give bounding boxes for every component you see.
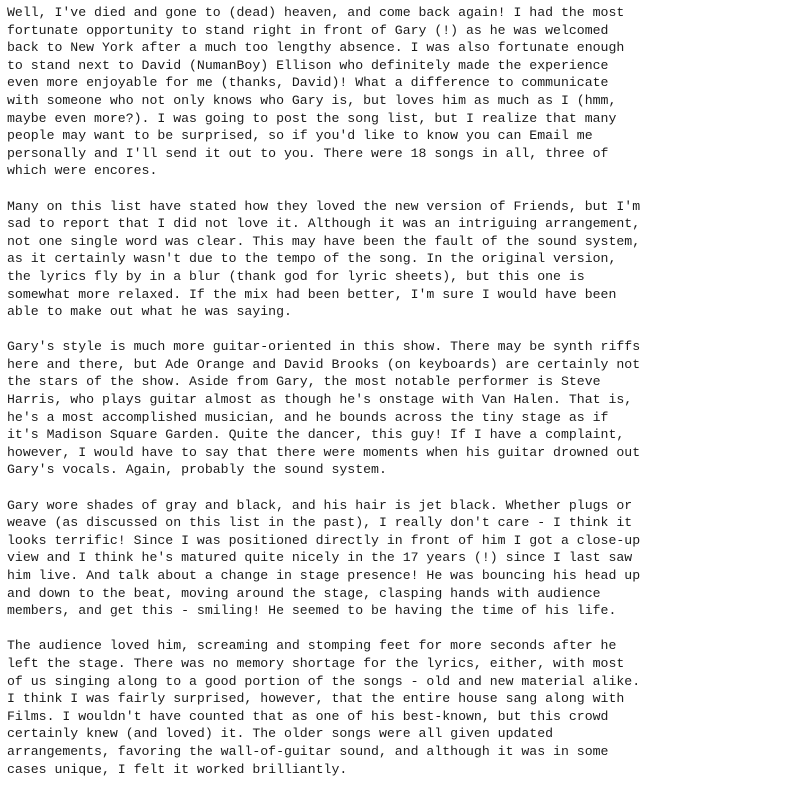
text-line: view and I think he's matured quite nicely in the 17 years (!) since I last saw <box>7 550 633 566</box>
paragraph-audience <box>7 637 786 778</box>
text-line: looks terrific! Since I was positioned directly in front of him I got a close-up <box>7 532 641 548</box>
text-line: left the stage. There was no memory shortage for the lyrics, either, with most <box>7 655 625 671</box>
text-line: he's a most accomplished musician, and he bounds across the tiny stage as if <box>7 409 609 425</box>
text-line: certainly knew (and loved) it. The older songs were all given updated <box>7 726 554 742</box>
text-line: maybe even more?). I was going to post the song list, but I realize that many <box>7 110 617 126</box>
text-line: Harris, who plays guitar almost as though he's onstage with Van Halen. That is, <box>7 392 633 408</box>
paragraph-friends <box>7 198 786 321</box>
text-line: Gary's style is much more guitar-oriented in this show. There may be synth riffs <box>7 339 641 355</box>
text-line: with someone who not only knows who Gary is, but loves him as much as I (hmm, <box>7 92 617 108</box>
text-line: Many on this list have stated how they loved the new version of Friends, but I'm <box>7 198 641 214</box>
text-line: however, I would have to say that there were moments when his guitar drowned out <box>7 444 641 460</box>
text-line: people may want to be surprised, so if you'd like to know you can Email me <box>7 128 593 144</box>
text-line: as it certainly wasn't due to the tempo of the song. In the original version, <box>7 251 617 267</box>
text-line: back to New York after a much too lengthy absence. I was also fortunate enough <box>7 40 625 56</box>
text-line: able to make out what he was saying. <box>7 304 292 320</box>
text-line: Gary's vocals. Again, probably the sound system. <box>7 462 387 478</box>
text-line: him live. And talk about a change in stage presence! He was bouncing his head up <box>7 568 641 583</box>
paragraph-intro <box>7 4 786 180</box>
text-line: and down to the beat, moving around the stage, clasping hands with audience <box>7 585 601 601</box>
text-line: somewhat more relaxed. If the mix had been better, I'm sure I would have been <box>7 286 617 302</box>
text-line: Well, I've died and gone to (dead) heaven, and come back again! I had the most <box>7 5 625 20</box>
paragraph-guitar <box>7 338 786 479</box>
text-line: the stars of the show. Aside from Gary, the most notable performer is Steve <box>7 374 601 390</box>
text-line: The audience loved him, screaming and stomping feet for more seconds after he <box>7 638 617 654</box>
text-line: members, and get this - smiling! He seemed to be having the time of his life. <box>7 603 617 619</box>
text-line: the lyrics fly by in a blur (thank god for lyric sheets), but this one is <box>7 268 585 284</box>
text-line: even more enjoyable for me (thanks, David)! What a difference to communicate <box>7 75 609 91</box>
text-line: fortunate opportunity to stand right in front of Gary (!) as he was welcomed <box>7 22 609 38</box>
text-line: which were encores. <box>7 163 158 179</box>
text-line: Gary wore shades of gray and black, and his hair is jet black. Whether plugs or <box>7 497 633 513</box>
text-line: of us singing along to a good portion of the songs - old and new material alike. <box>7 673 641 689</box>
text-line: personally and I'll send it out to you. There were 18 songs in all, three of <box>7 145 609 161</box>
text-line: cases unique, I felt it worked brilliantly. <box>7 761 348 777</box>
text-line: to stand next to David (NumanBoy) Ellison who definitely made the experience <box>7 57 609 73</box>
text-line: I think I was fairly surprised, however, that the entire house sang along with <box>7 691 625 707</box>
text-line: weave (as discussed on this list in the past), I really don't care - I think it <box>7 515 633 531</box>
text-line: not one single word was clear. This may have been the fault of the sound system, <box>7 233 641 249</box>
paragraph-appearance <box>7 497 786 620</box>
text-line: sad to report that I did not love it. Although it was an intriguing arrangement, <box>7 216 641 232</box>
text-line: here and there, but Ade Orange and David Brooks (on keyboards) are certainly not <box>7 356 641 372</box>
text-line: Films. I wouldn't have counted that as one of his best-known, but this crowd <box>7 708 609 724</box>
text-line: arrangements, favoring the wall-of-guitar sound, and although it was in some <box>7 743 609 759</box>
text-line: it's Madison Square Garden. Quite the dancer, this guy! If I have a complaint, <box>7 427 625 443</box>
